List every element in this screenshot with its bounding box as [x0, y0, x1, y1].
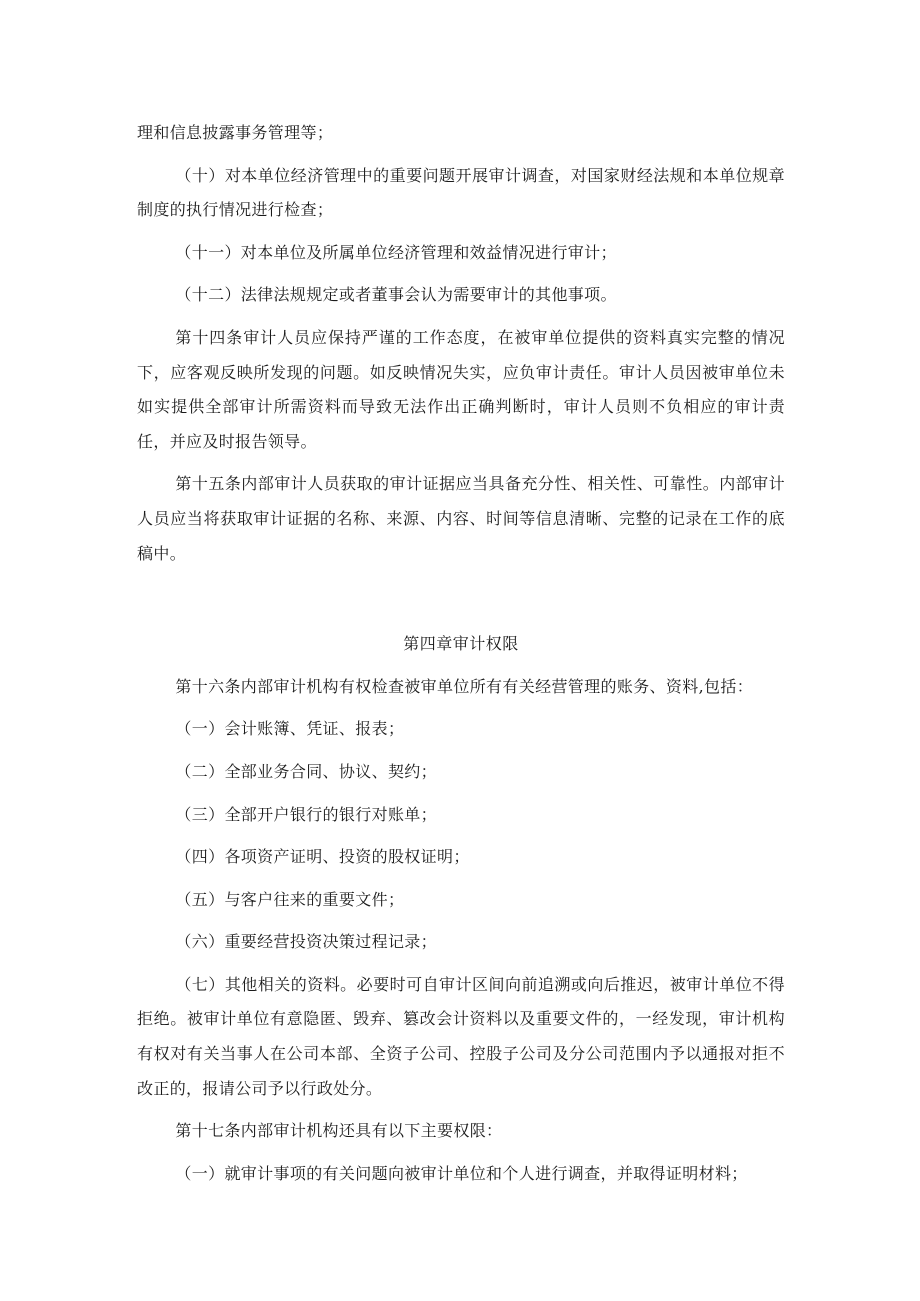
paragraph-article-17: 第十七条内部审计机构还具有以下主要权限：	[175, 1121, 503, 1141]
paragraph-item-10: （十）对本单位经济管理中的重要问题开展审计调查，对国家财经法规和本单位规章制度的执行情况进行检查；	[137, 165, 785, 220]
list-item-6: （六）重要经营投资决策过程记录；	[175, 932, 437, 952]
chapter-heading: 第四章审计权限	[403, 634, 519, 654]
paragraph-article-16: 第十六条内部审计机构有权检查被审单位所有有关经营管理的账务、资料,包括：	[175, 676, 754, 696]
document-body	[137, 116, 785, 1199]
paragraph-article-15: 第十五条内部审计人员获取的审计证据应当具备充分性、相关性、可靠性。内部审计人员应当将获取审计证据的名称、来源、内容、时间等信息清晰、完整的记录在工作的底稿中。	[137, 474, 785, 563]
list-item-5: （五）与客户往来的重要文件；	[175, 889, 405, 909]
paragraph-item-11: （十一）对本单位及所属单位经济管理和效益情况进行审计；	[175, 242, 617, 262]
list-item-1: （一）会计账簿、凭证、报表；	[175, 719, 405, 739]
list-item-3: （三）全部开户银行的银行对账单；	[175, 804, 437, 824]
paragraph-item-12: （十二）法律法规规定或者董事会认为需要审计的其他事项。	[175, 285, 617, 305]
list-item-2: （二）全部业务合同、协议、契约；	[175, 761, 437, 781]
list-item-7: （七）其他相关的资料。必要时可自审计区间向前追溯或向后推迟，被审计单位不得拒绝。被审计单位有意隐匿、毁弃、篡改会计资料以及重要文件的，一经发现，审计机构有权对有关当事人在公司本部、全资子公司、控股子公司及分公司范围内予以通报对拒不改正的，报请公司予以行政处分。	[137, 974, 785, 1098]
list-item-4: （四）各项资产证明、投资的股权证明；	[175, 847, 470, 867]
list-item-17-1: （一）就审计事项的有关问题向被审计单位和个人进行调查，并取得证明材料；	[175, 1163, 748, 1183]
paragraph-continuation: 理和信息披露事务管理等；	[137, 123, 334, 142]
paragraph-article-14: 第十四条审计人员应保持严谨的工作态度，在被审单位提供的资料真实完整的情况下，应客观反映所发现的问题。如反映情况失实，应负审计责任。审计人员因被审单位未如实提供全部审计所需资料而导致无法作出正确判断时，审计人员则不负相应的审计责任，并应及时报告领导。	[137, 327, 785, 451]
